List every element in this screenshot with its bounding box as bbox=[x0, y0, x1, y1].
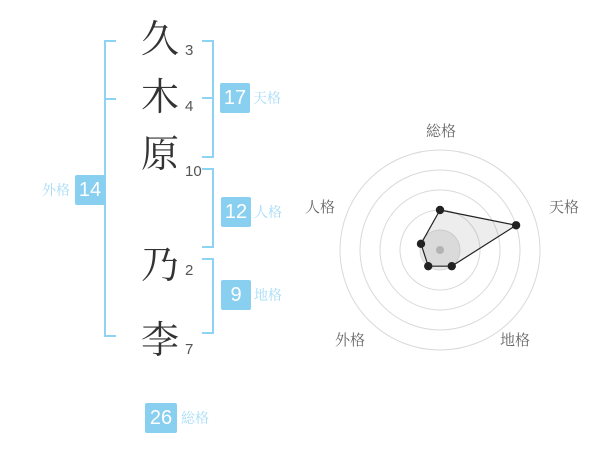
name-character: 乃 bbox=[140, 245, 179, 287]
tenkaku-bracket-tick bbox=[202, 156, 213, 158]
jinkaku-bracket-tick bbox=[202, 246, 213, 248]
gaikaku-label: 外格 bbox=[42, 182, 70, 198]
name-character: 久 bbox=[140, 19, 179, 61]
radar-axis-label: 地格 bbox=[499, 332, 531, 349]
fortune-radar-chart bbox=[300, 110, 580, 370]
jinkaku-bracket bbox=[212, 168, 214, 248]
stroke-count: 10 bbox=[185, 163, 202, 180]
stroke-count: 2 bbox=[185, 262, 194, 279]
name-character: 李 bbox=[140, 320, 179, 362]
tenkaku-bracket-tick bbox=[202, 40, 213, 42]
radar-axis-label: 総格 bbox=[425, 123, 457, 140]
radar-data-point bbox=[417, 240, 425, 248]
tenkaku-bracket-tick bbox=[202, 97, 213, 99]
radar-data-point bbox=[436, 206, 444, 214]
name-character: 原 bbox=[140, 134, 179, 176]
stroke-count: 4 bbox=[185, 98, 194, 115]
gaikaku-bracket-tick bbox=[105, 40, 116, 42]
chikaku-bracket-tick bbox=[202, 258, 213, 260]
gaikaku-bracket-tick bbox=[105, 98, 116, 100]
name-character: 木 bbox=[140, 77, 179, 119]
stroke-count: 7 bbox=[185, 341, 194, 358]
radar-axis-label: 人格 bbox=[304, 199, 336, 216]
jinkaku-score-badge: 12 bbox=[221, 197, 251, 227]
gaikaku-score-badge: 14 bbox=[75, 175, 105, 205]
tenkaku-label: 天格 bbox=[253, 90, 281, 106]
soukaku-score-badge: 26 bbox=[145, 403, 177, 433]
jinkaku-label: 人格 bbox=[254, 204, 282, 220]
chikaku-bracket bbox=[212, 258, 214, 334]
radar-data-point bbox=[512, 221, 520, 229]
gaikaku-bracket-tick bbox=[105, 335, 116, 337]
radar-data-point bbox=[424, 262, 432, 270]
tenkaku-bracket bbox=[212, 40, 214, 158]
chikaku-score-badge: 9 bbox=[221, 280, 251, 310]
radar-axis-label: 天格 bbox=[548, 199, 580, 216]
radar-data-point bbox=[448, 262, 456, 270]
chikaku-bracket-tick bbox=[202, 332, 213, 334]
tenkaku-score-badge: 17 bbox=[220, 83, 250, 113]
jinkaku-bracket-tick bbox=[202, 168, 213, 170]
radar-data-area bbox=[421, 210, 516, 266]
radar-axis-label: 外格 bbox=[334, 332, 366, 349]
stroke-count: 3 bbox=[185, 42, 194, 59]
soukaku-label: 総格 bbox=[181, 410, 209, 426]
chikaku-label: 地格 bbox=[254, 287, 282, 303]
